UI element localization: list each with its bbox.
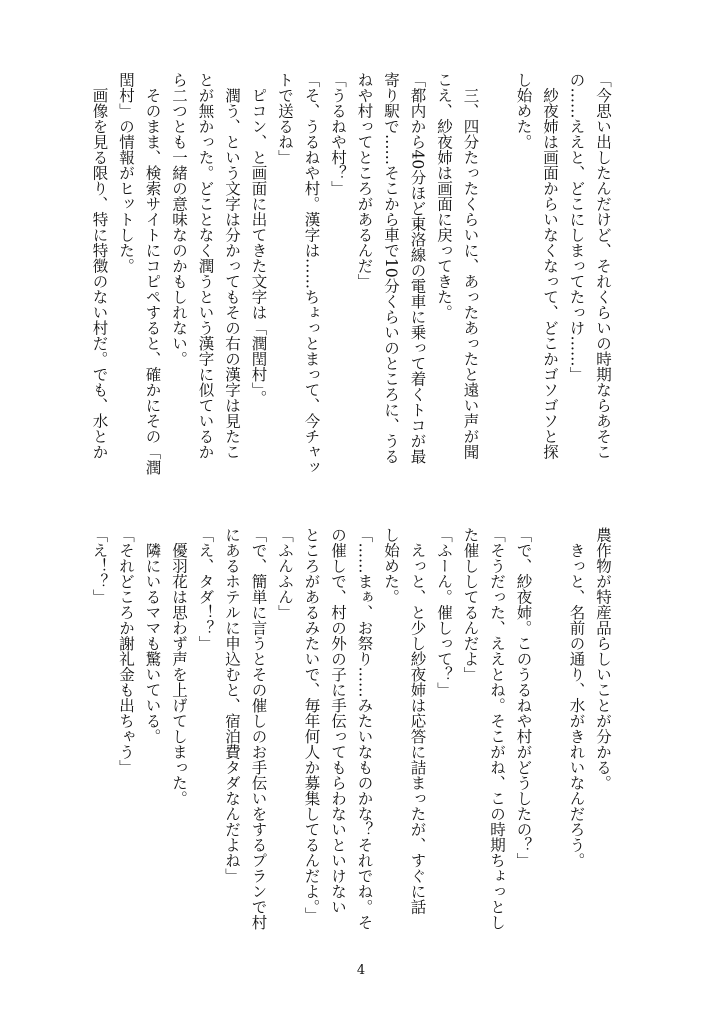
text-line: 「そうだった、ええとね。そこがね、この時期ちょっとし: [488, 527, 506, 930]
text-line: ところがあるみたいで、毎年何人か募集してるんだよ。」: [302, 527, 321, 923]
blank-line: [484, 72, 511, 492]
text-line: 「今思い出したんだけど、それくらいの時期ならあそこ: [594, 72, 612, 460]
text-line: の……ええと、どこにしまってたっけ……」: [567, 72, 586, 382]
text-line: 「それどころか謝礼金も出ちゃう」: [117, 527, 135, 775]
text-line: 三、四分たったくらいに、あったあったと遠い声が聞: [461, 72, 480, 460]
text-line: た催ししてるんだよ」: [461, 527, 480, 682]
text-line: 「都内から40分ほど東洛線の電車に乗って着くトコが最: [408, 72, 427, 464]
text-line: 潤う、という文字は分かってもその右の漢字は見たこ: [223, 72, 241, 460]
text-line: の催しで、村の外の子に手伝ってもらわないといけない: [329, 527, 347, 915]
text-line: 農作物が特産品らしいことが分かる。: [594, 527, 612, 791]
text-line: 紗夜姉は画面からいなくなって、どこかゴソゴソと探: [541, 72, 559, 460]
text-line: トで送るね」: [276, 72, 294, 165]
text-line: 優羽花は思わず声を上げてしまった。: [170, 527, 188, 806]
text-line: 「そ、うるねや村。漢字は……ちょっとまって、今チャッ: [302, 72, 321, 475]
text-line: 「え！？」: [90, 527, 109, 605]
text-line: こえ、紗夜姉は画面に戻ってきた。: [435, 72, 453, 320]
text-line: 隣にいるママも驚いている。: [143, 527, 162, 744]
text-line: えっと、と少し紗夜姉は応答に詰まったが、すぐに話: [408, 527, 427, 915]
upper-text-block: [90, 72, 616, 492]
text-line: 「で、簡単に言うとその催しのお手伝いをするプランで村: [249, 527, 268, 930]
text-line: 「え、タダ！？」: [196, 527, 215, 651]
text-line: ら二つとも一緒の意味なのかもしれない。: [170, 72, 188, 367]
text-line: 画像を見る限り、特に特徴のない村だ。でも、水とか: [90, 72, 109, 460]
text-line: きっと、名前の通り、水がきれいなんだろう。: [567, 527, 586, 868]
text-line: 閏村」の情報がヒットした。: [117, 72, 135, 274]
text-line: 「ふんふん」: [276, 527, 294, 620]
text-line: 寄り駅で……そこから車で10分くらいのところに、うる: [382, 72, 400, 464]
text-line: そのまま、検索サイトにコピペすると、確かにその「潤: [143, 72, 162, 475]
text-line: ねや村ってところがあるんだ」: [355, 72, 374, 289]
lower-text-block: [90, 527, 616, 947]
text-line: 「ふーん。催しって？」: [435, 527, 453, 698]
blank-line: [537, 527, 564, 947]
text-line: 「で、紗夜姉。このうるねや村がどうしたの？」: [514, 527, 533, 868]
text-line: にあるホテルに申込むと、宿泊費タダなんだよね」: [223, 527, 241, 884]
text-line: とが無かった。どことなく潤うという漢字に似ているか: [196, 72, 215, 460]
text-line: 「うるねや村？」: [329, 72, 347, 196]
text-line: し始めた。: [514, 72, 533, 150]
text-line: ピコン、と画面に出てきた文字は「潤閏村」。: [249, 72, 268, 406]
page-number: 4: [356, 963, 366, 978]
text-line: 「……まぁ、お祭り……みたいなものかな？それでね。そ: [355, 527, 374, 930]
text-line: し始めた。: [382, 527, 400, 605]
